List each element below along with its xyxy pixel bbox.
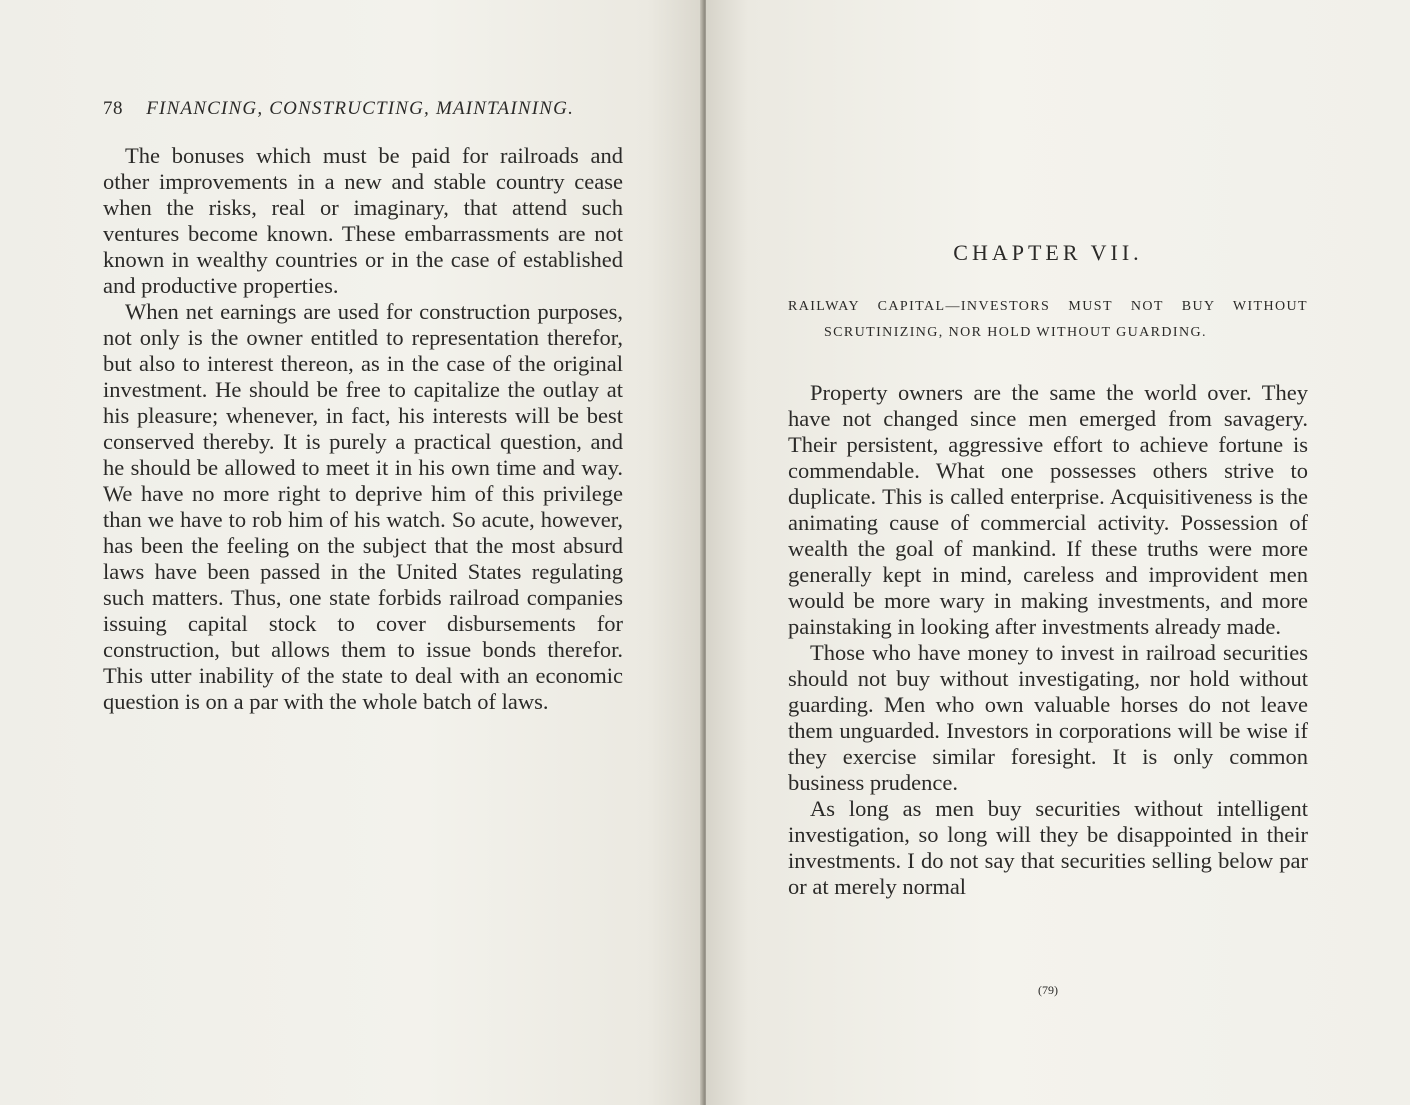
chapter-summary: RAILWAY CAPITAL—INVESTORS MUST NOT BUY WITHOUT SCRUTINIZING, NOR HOLD WITHOUT GUARDING. — [788, 299, 1308, 340]
running-head — [103, 98, 623, 124]
left-body-text — [103, 143, 623, 715]
left-page — [0, 0, 704, 1105]
paragraph: Property owners are the same the world over. They have not changed since men emerged from savagery. Their persistent, aggressive effort to achieve fortune is commendable. What one possesses others strive to duplicate. This is called enterprise. Acquisitiveness is the animating cause of commercial activity. Possession of wealth the goal of mankind. If these truths were more generally kept in mind, careless and improvident men would be more wary in making investments, and more painstaking in looking after investments already made. — [788, 380, 1308, 639]
right-body-text — [788, 380, 1308, 900]
page-number: 78 — [103, 98, 123, 119]
chapter-title: CHAPTER VII. — [953, 240, 1143, 265]
paragraph: As long as men buy securities without intelligent investigation, so long will they be disappointed in their investments. I do not say that securities selling below par or at merely normal — [788, 796, 1308, 899]
running-head-title: FINANCING, CONSTRUCTING, MAINTAINING. — [146, 98, 575, 119]
paragraph: When net earnings are used for construction purposes, not only is the owner entitled to representation therefor, but also to interest thereon, as in the case of the original investment. He should be free to capitalize the outlay at his pleasure; whenever, in fact, his interests will be best conserved thereby. It is purely a practical question, and he should be allowed to meet it in his own time and way. We have no more right to deprive him of this privilege than we have to rob him of his watch. So acute, however, has been the feeling on the subject that the most absurd laws have been passed in the United States regulating such matters. Thus, one state forbids railroad companies issuing capital stock to cover disbursements for construction, but allows them to issue bonds therefor. This utter inability of the state to deal with an economic question is on a par with the whole batch of laws. — [103, 299, 623, 714]
page-folio: (79) — [1038, 983, 1058, 997]
paragraph: Those who have money to invest in railroad securities should not buy without investigating, nor hold without guarding. Men who own valuable horses do not leave them unguarded. Investors in corporations will be wise if they exercise similar foresight. It is only common business prudence. — [788, 640, 1308, 795]
paragraph: The bonuses which must be paid for railroads and other improvements in a new and stable country cease when the risks, real or imaginary, that attend such ventures become known. These embarrassments are not known in wealthy countries or in the case of established and productive properties. — [103, 143, 623, 298]
